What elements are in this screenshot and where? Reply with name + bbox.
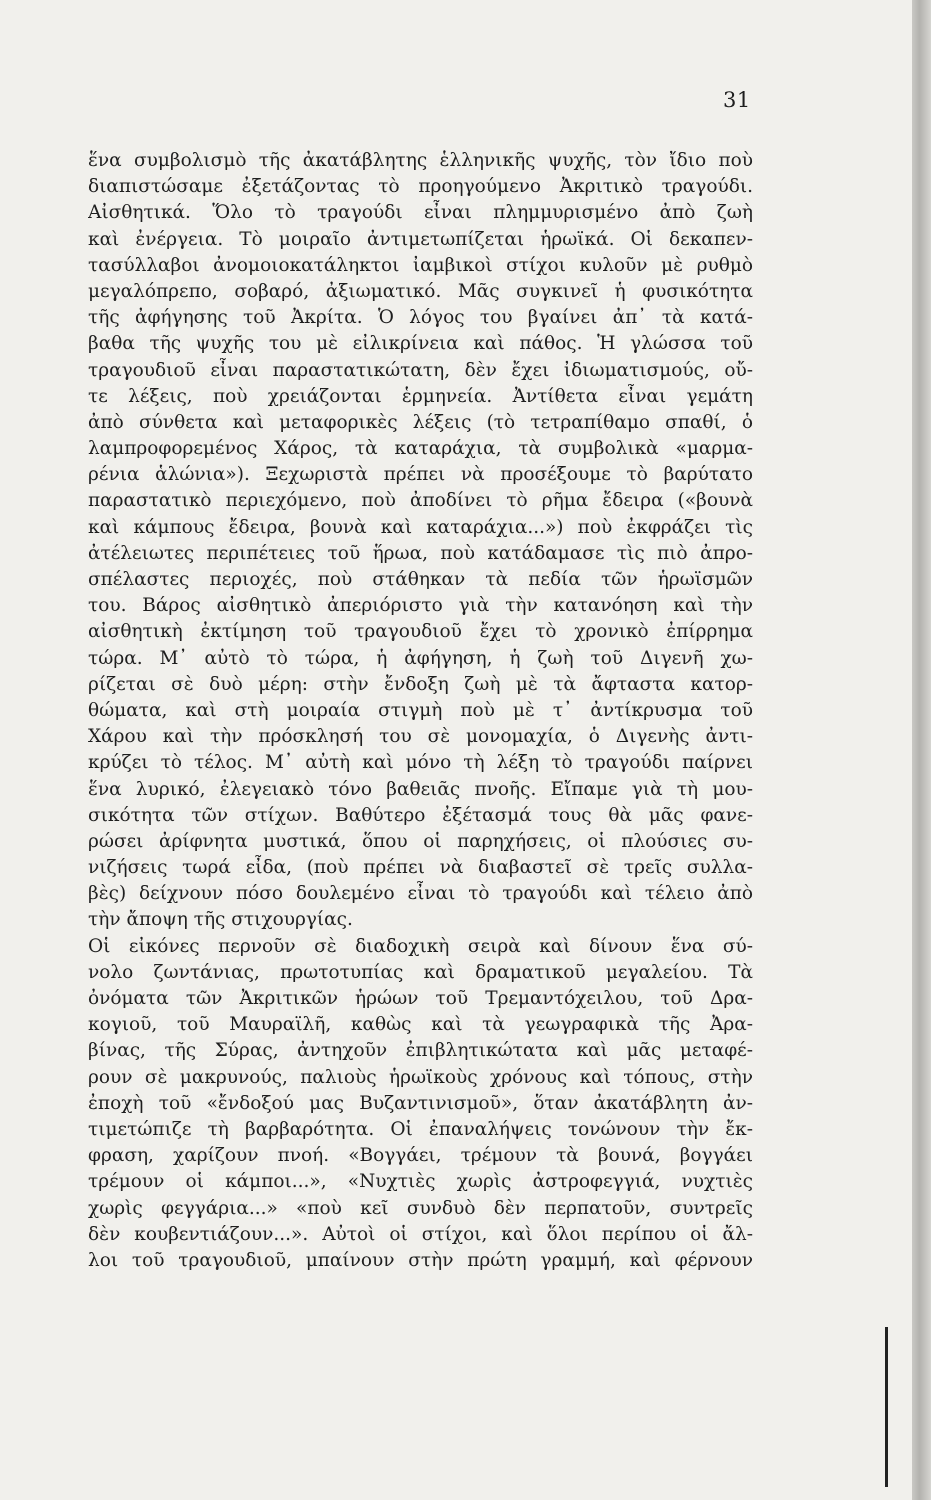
text-line: λαμπροφορεμένος Χάρος, τὰ καταράχια, τὰ συμβολικὰ «μαρμα- — [88, 438, 753, 460]
text-line: τρέμουν οἱ κάμποι...», «Νυχτιὲς χωρὶς ἀστροφεγγιά, νυχτιὲς — [88, 1171, 753, 1193]
text-line: νιζήσεις τωρά εἶδα, (ποὺ πρέπει νὰ διαβαστεῖ σὲ τρεῖς συλλα- — [88, 857, 753, 879]
text-line: βὲς) δείχνουν πόσο δουλεμένο εἶναι τὸ τραγούδι καὶ τέλειο ἀπὸ — [88, 883, 753, 905]
text-line: Αἰσθητικά. Ὅλο τὸ τραγούδι εἶναι πλημμυρισμένο ἀπὸ ζωὴ — [88, 202, 753, 224]
text-line: νολο ζωντάνιας, πρωτοτυπίας καὶ δραματικοῦ μεγαλείου. Τὰ — [88, 961, 753, 983]
text-line: ρώσει ἀρίφνητα μυστικά, ὅπου οἱ παρηχήσεις, οἱ πλούσιες συ- — [88, 830, 753, 852]
text-line: καὶ ἐνέργεια. Τὸ μοιραῖο ἀντιμετωπίζεται ἡρωϊκά. Οἱ δεκαπεν- — [88, 228, 753, 250]
text-line: ἀπὸ σύνθετα καὶ μεταφορικὲς λέξεις (τὸ τετραπίθαμο σπαθί, ὁ — [88, 411, 753, 433]
text-line: ρουν σὲ μακρυνούς, παλιοὺς ἡρωϊκοὺς χρόνους καὶ τόπους, στὴν — [88, 1066, 753, 1088]
text-line: δὲν κουβεντιάζουν...». Αὐτοὶ οἱ στίχοι, καὶ ὅλοι περίπου οἱ ἄλ- — [88, 1223, 753, 1245]
text-line: ρίζεται σὲ δυὸ μέρη: στὴν ἔνδοξη ζωὴ μὲ τὰ ἄφταστα κατορ- — [88, 673, 753, 695]
text-line: παραστατικὸ περιεχόμενο, ποὺ ἀποδίνει τὸ ρῆμα ἔδειρα («βουνὰ — [88, 490, 753, 512]
text-line: χωρὶς φεγγάρια...» «ποὺ κεῖ συνδυὸ δὲν περπατοῦν, συντρεῖς — [88, 1197, 753, 1219]
text-line: φραση, χαρίζουν πνοή. «Βογγάει, τρέμουν τὰ βουνά, βογγάει — [88, 1145, 753, 1167]
text-line: ἕνα λυρικό, ἐλεγειακὸ τόνο βαθειᾶς πνοῆς. Εἴπαμε γιὰ τὴ μου- — [88, 778, 753, 800]
text-line: Χάρου καὶ τὴν πρόσκλησή του σὲ μονομαχία, ὁ Διγενὴς ἀντι- — [88, 726, 753, 748]
text-line: αἰσθητικὴ ἐκτίμηση τοῦ τραγουδιοῦ ἔχει τὸ χρονικὸ ἐπίρρημα — [88, 621, 753, 643]
text-line: θώματα, καὶ στὴ μοιραία στιγμὴ ποὺ μὲ τ᾽ ἀντίκρυσμα τοῦ — [88, 699, 753, 721]
text-line: διαπιστώσαμε ἐξετάζοντας τὸ προηγούμενο Ἀκριτικὸ τραγούδι. — [88, 176, 753, 198]
text-line: σπέλαστες περιοχές, ποὺ στάθηκαν τὰ πεδία τῶν ἡρωϊσμῶν — [88, 569, 753, 590]
text-line: τραγουδιοῦ εἶναι παραστατικώτατη, δὲν ἔχει ἰδιωματισμούς, οὔ- — [88, 359, 753, 381]
text-line: τιμετώπιζε τὴ βαρβαρότητα. Οἱ ἐπαναλήψεις τονώνουν τὴν ἔκ- — [88, 1118, 753, 1140]
text-line: τασύλλαβοι ἀνομοιοκατάληκτοι ἰαμβικοὶ στίχοι κυλοῦν μὲ ρυθμὸ — [88, 254, 753, 276]
text-line: τῆς ἀφήγησης τοῦ Ἀκρίτα. Ὁ λόγος του βγαίνει ἀπ᾽ τὰ κατά- — [88, 307, 753, 329]
text-line: Οἱ εἰκόνες περνοῦν σὲ διαδοχικὴ σειρὰ καὶ δίνουν ἕνα σύ- — [88, 935, 753, 957]
text-line: λοι τοῦ τραγουδιοῦ, μπαίνουν στὴν πρώτη γραμμή, καὶ φέρνουν — [88, 1249, 753, 1271]
text-line: ὀνόματα τῶν Ἀκριτικῶν ἡρώων τοῦ Τρεμαντόχειλου, τοῦ Δρα- — [88, 988, 753, 1009]
page-number: 31 — [723, 88, 751, 112]
text-line: ἐποχὴ τοῦ «ἔνδοξού μας Βυζαντινισμοῦ», ὅταν ἀκατάβλητη ἀν- — [88, 1092, 753, 1114]
body-text — [88, 148, 753, 1274]
text-line: του. Βάρος αἰσθητικὸ ἀπεριόριστο γιὰ τὴν κατανόηση καὶ τὴν — [88, 595, 753, 617]
text-line: βαθα τῆς ψυχῆς του μὲ εἰλικρίνεια καὶ πάθος. Ἡ γλώσσα τοῦ — [88, 333, 753, 355]
text-line: σικότητα τῶν στίχων. Βαθύτερο ἐξέτασμά τους θὰ μᾶς φανε- — [88, 804, 753, 826]
text-line: τώρα. Μ᾽ αὐτὸ τὸ τώρα, ἡ ἀφήγηση, ἡ ζωὴ τοῦ Διγενῆ χω- — [88, 647, 753, 669]
text-line: κρύζει τὸ τέλος. Μ᾽ αὐτὴ καὶ μόνο τὴ λέξη τὸ τραγούδι παίρνει — [88, 752, 753, 774]
text-line: κογιοῦ, τοῦ Μαυραϊλῆ, καθὼς καὶ τὰ γεωγραφικὰ τῆς Ἀρα- — [88, 1014, 753, 1036]
text-line: ἀτέλειωτες περιπέτειες τοῦ ἥρωα, ποὺ κατάδαμασε τὶς πιὸ ἀπρο- — [88, 542, 753, 564]
text-line: μεγαλόπρεπο, σοβαρό, ἀξιωματικό. Μᾶς συγκινεῖ ἡ φυσικότητα — [88, 280, 753, 302]
text-line: καὶ κάμπους ἔδειρα, βουνὰ καὶ καταράχια...») ποὺ ἐκφράζει τὶς — [88, 516, 753, 538]
text-line: τὴν ἄποψη τῆς στιχουργίας. — [88, 909, 353, 931]
text-line: τε λέξεις, ποὺ χρειάζονται ἑρμηνεία. Ἀντίθετα εἶναι γεμάτη — [88, 385, 753, 407]
page-edge — [912, 0, 931, 1500]
margin-rule — [885, 1327, 888, 1487]
text-line: βίνας, τῆς Σύρας, ἀντηχοῦν ἐπιβλητικώτατα καὶ μᾶς μεταφέ- — [88, 1040, 753, 1062]
text-line: ρένια ἁλώνια»). Ξεχωριστὰ πρέπει νὰ προσέξουμε τὸ βαρύτατο — [88, 464, 753, 486]
text-line: ἕνα συμβολισμὸ τῆς ἀκατάβλητης ἑλληνικῆς ψυχῆς, τὸν ἴδιο ποὺ — [88, 150, 753, 171]
